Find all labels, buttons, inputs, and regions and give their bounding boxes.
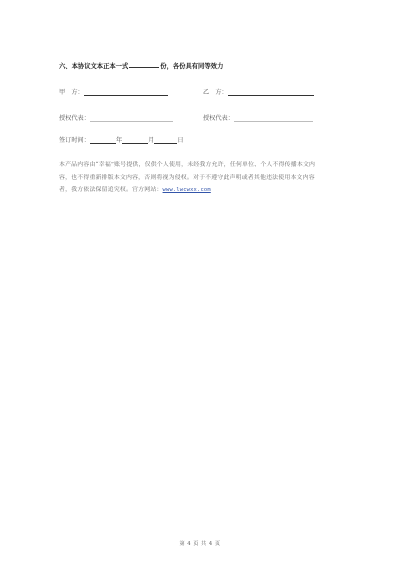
agent-a-signature-line [90, 114, 173, 122]
agent-b-label: 授权代表： [203, 115, 234, 122]
agent-a-row [59, 113, 173, 122]
party-b-row [203, 87, 314, 96]
clause-six-heading [59, 61, 223, 70]
clause-text-after: 份，各份具有同等效力 [160, 63, 224, 70]
page-number: 第 4 页 共 4 页 [179, 541, 221, 547]
month-blank [122, 136, 148, 144]
day-label: 日 [177, 137, 184, 144]
party-a-row [59, 87, 168, 96]
page-footer [0, 540, 400, 547]
signing-date-label: 签订时间： [59, 137, 90, 144]
website-link[interactable]: www.lwcwxx.com [162, 187, 211, 194]
notice-text: 本产品内容由“幸福”账号提供，仅供个人使用，未经我方允许，任何单位、个人不得传播本文内容，也不得重新排版本文内容，否则将视为侵权。对于不遵守此声明或者其他违法使用本文内容者，我方依法保留追究权。官方网站： [59, 162, 316, 194]
year-label: 年 [115, 137, 123, 144]
party-a-signature-line [84, 88, 168, 96]
clause-text-before: 六、本协议文本正本一式 [59, 63, 129, 70]
agent-a-label: 授权代表： [59, 115, 90, 122]
copyright-notice [59, 159, 323, 197]
party-b-label: 乙 方： [203, 89, 228, 96]
party-a-label: 甲 方： [59, 89, 84, 96]
year-blank [90, 136, 116, 144]
agent-b-row [203, 113, 313, 122]
agent-b-signature-line [234, 114, 313, 122]
day-blank [154, 136, 177, 144]
signing-date-row [59, 135, 184, 144]
party-b-signature-line [228, 88, 314, 96]
copies-blank [129, 61, 159, 68]
month-label: 月 [148, 137, 155, 144]
